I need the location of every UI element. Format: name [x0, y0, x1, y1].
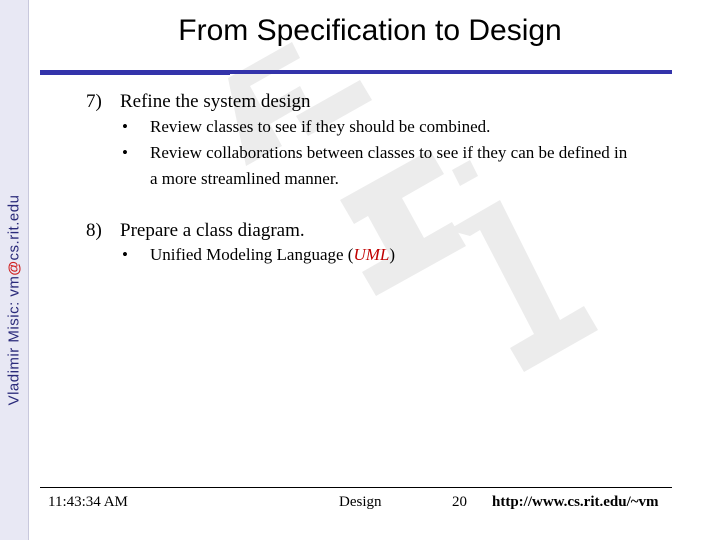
- author-name: Vladimir Misic: vm: [5, 275, 23, 406]
- uml-highlight: UML: [353, 245, 390, 264]
- item-number: 7): [86, 91, 102, 112]
- title-rule-thin: [40, 74, 230, 75]
- bullet-text-continued: a more streamlined manner.: [150, 169, 339, 188]
- item-number: 8): [86, 220, 102, 241]
- footer-url: http://www.cs.rit.edu/~vm: [492, 494, 659, 510]
- author-domain: cs.rit.edu: [5, 194, 23, 261]
- bullet-text: Review collaborations between classes to see if they can be defined in: [150, 143, 628, 162]
- bullet-text: Review classes to see if they should be combined.: [150, 117, 491, 136]
- slide-title: From Specification to Design: [178, 14, 562, 47]
- item-text: Refine the system design: [120, 91, 311, 112]
- bullet-marker: •: [122, 245, 128, 264]
- footer-rule: [40, 487, 672, 488]
- page-number: 20: [452, 494, 467, 510]
- at-symbol: @: [5, 260, 23, 276]
- bullet-text-after: ): [389, 245, 396, 264]
- bullet-marker: •: [122, 117, 128, 136]
- footer-section: Design: [339, 494, 382, 510]
- bullet-text-before: Unified Modeling Language (: [150, 245, 354, 264]
- bullet-text: [150, 242, 395, 268]
- footer-time: 11:43:34 AM: [48, 494, 128, 510]
- item-text: Prepare a class diagram.: [120, 220, 305, 241]
- bullet-marker: •: [122, 143, 128, 162]
